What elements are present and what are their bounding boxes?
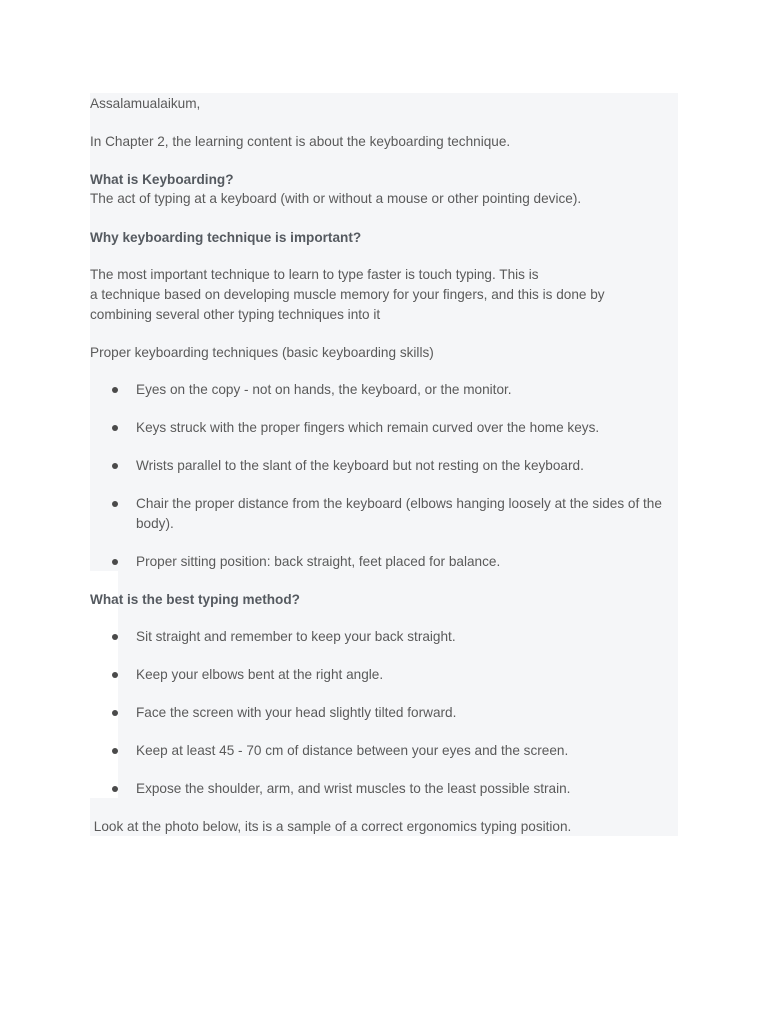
paragraph-line: a technique based on developing muscle memory for your fingers, and this is done by [90,287,605,302]
list-item: Chair the proper distance from the keyboard (elbows hanging loosely at the sides of the body). [136,496,662,531]
bullet-icon [112,501,118,507]
list-item: Sit straight and remember to keep your back straight. [136,629,456,644]
heading-best-typing-method: What is the best typing method? [90,592,300,607]
bullet-icon [112,786,118,792]
keyboarding-definition: The act of typing at a keyboard (with or without a mouse or other pointing device). [90,191,582,206]
list-item: Proper sitting position: back straight, feet placed for balance. [136,554,501,569]
paragraph-line: The most important technique to learn to type faster is touch typing. This is [90,267,539,282]
bullet-icon [112,425,118,431]
list-item: Keep at least 45 - 70 cm of distance between your eyes and the screen. [136,743,569,758]
list-item: Keys struck with the proper fingers which remain curved over the home keys. [136,420,600,435]
bullet-icon [112,710,118,716]
heading-what-is-keyboarding: What is Keyboarding? [90,172,234,187]
heading-why-important: Why keyboarding technique is important? [90,230,362,245]
bullet-icon [112,634,118,640]
paragraph-line: combining several other typing techniques into it [90,307,381,322]
closing-paragraph: Look at the photo below, its is a sample of a correct ergonomics typing position. [90,819,572,834]
list-item: Wrists parallel to the slant of the keyboard but not resting on the keyboard. [136,458,584,473]
bullet-icon [112,463,118,469]
intro-paragraph: In Chapter 2, the learning content is about the keyboarding technique. [90,134,511,149]
list-item: Eyes on the copy - not on hands, the keyboard, or the monitor. [136,382,512,397]
bullet-icon [112,559,118,565]
list-item: Keep your elbows bent at the right angle. [136,667,384,682]
list-item: Face the screen with your head slightly tilted forward. [136,705,457,720]
list-item: Expose the shoulder, arm, and wrist muscles to the least possible strain. [136,781,571,796]
greeting: Assalamualaikum, [90,96,201,111]
heading-proper-techniques: Proper keyboarding techniques (basic keyboarding skills) [90,345,434,360]
bullet-icon [112,672,118,678]
bullet-icon [112,748,118,754]
bullet-icon [112,387,118,393]
